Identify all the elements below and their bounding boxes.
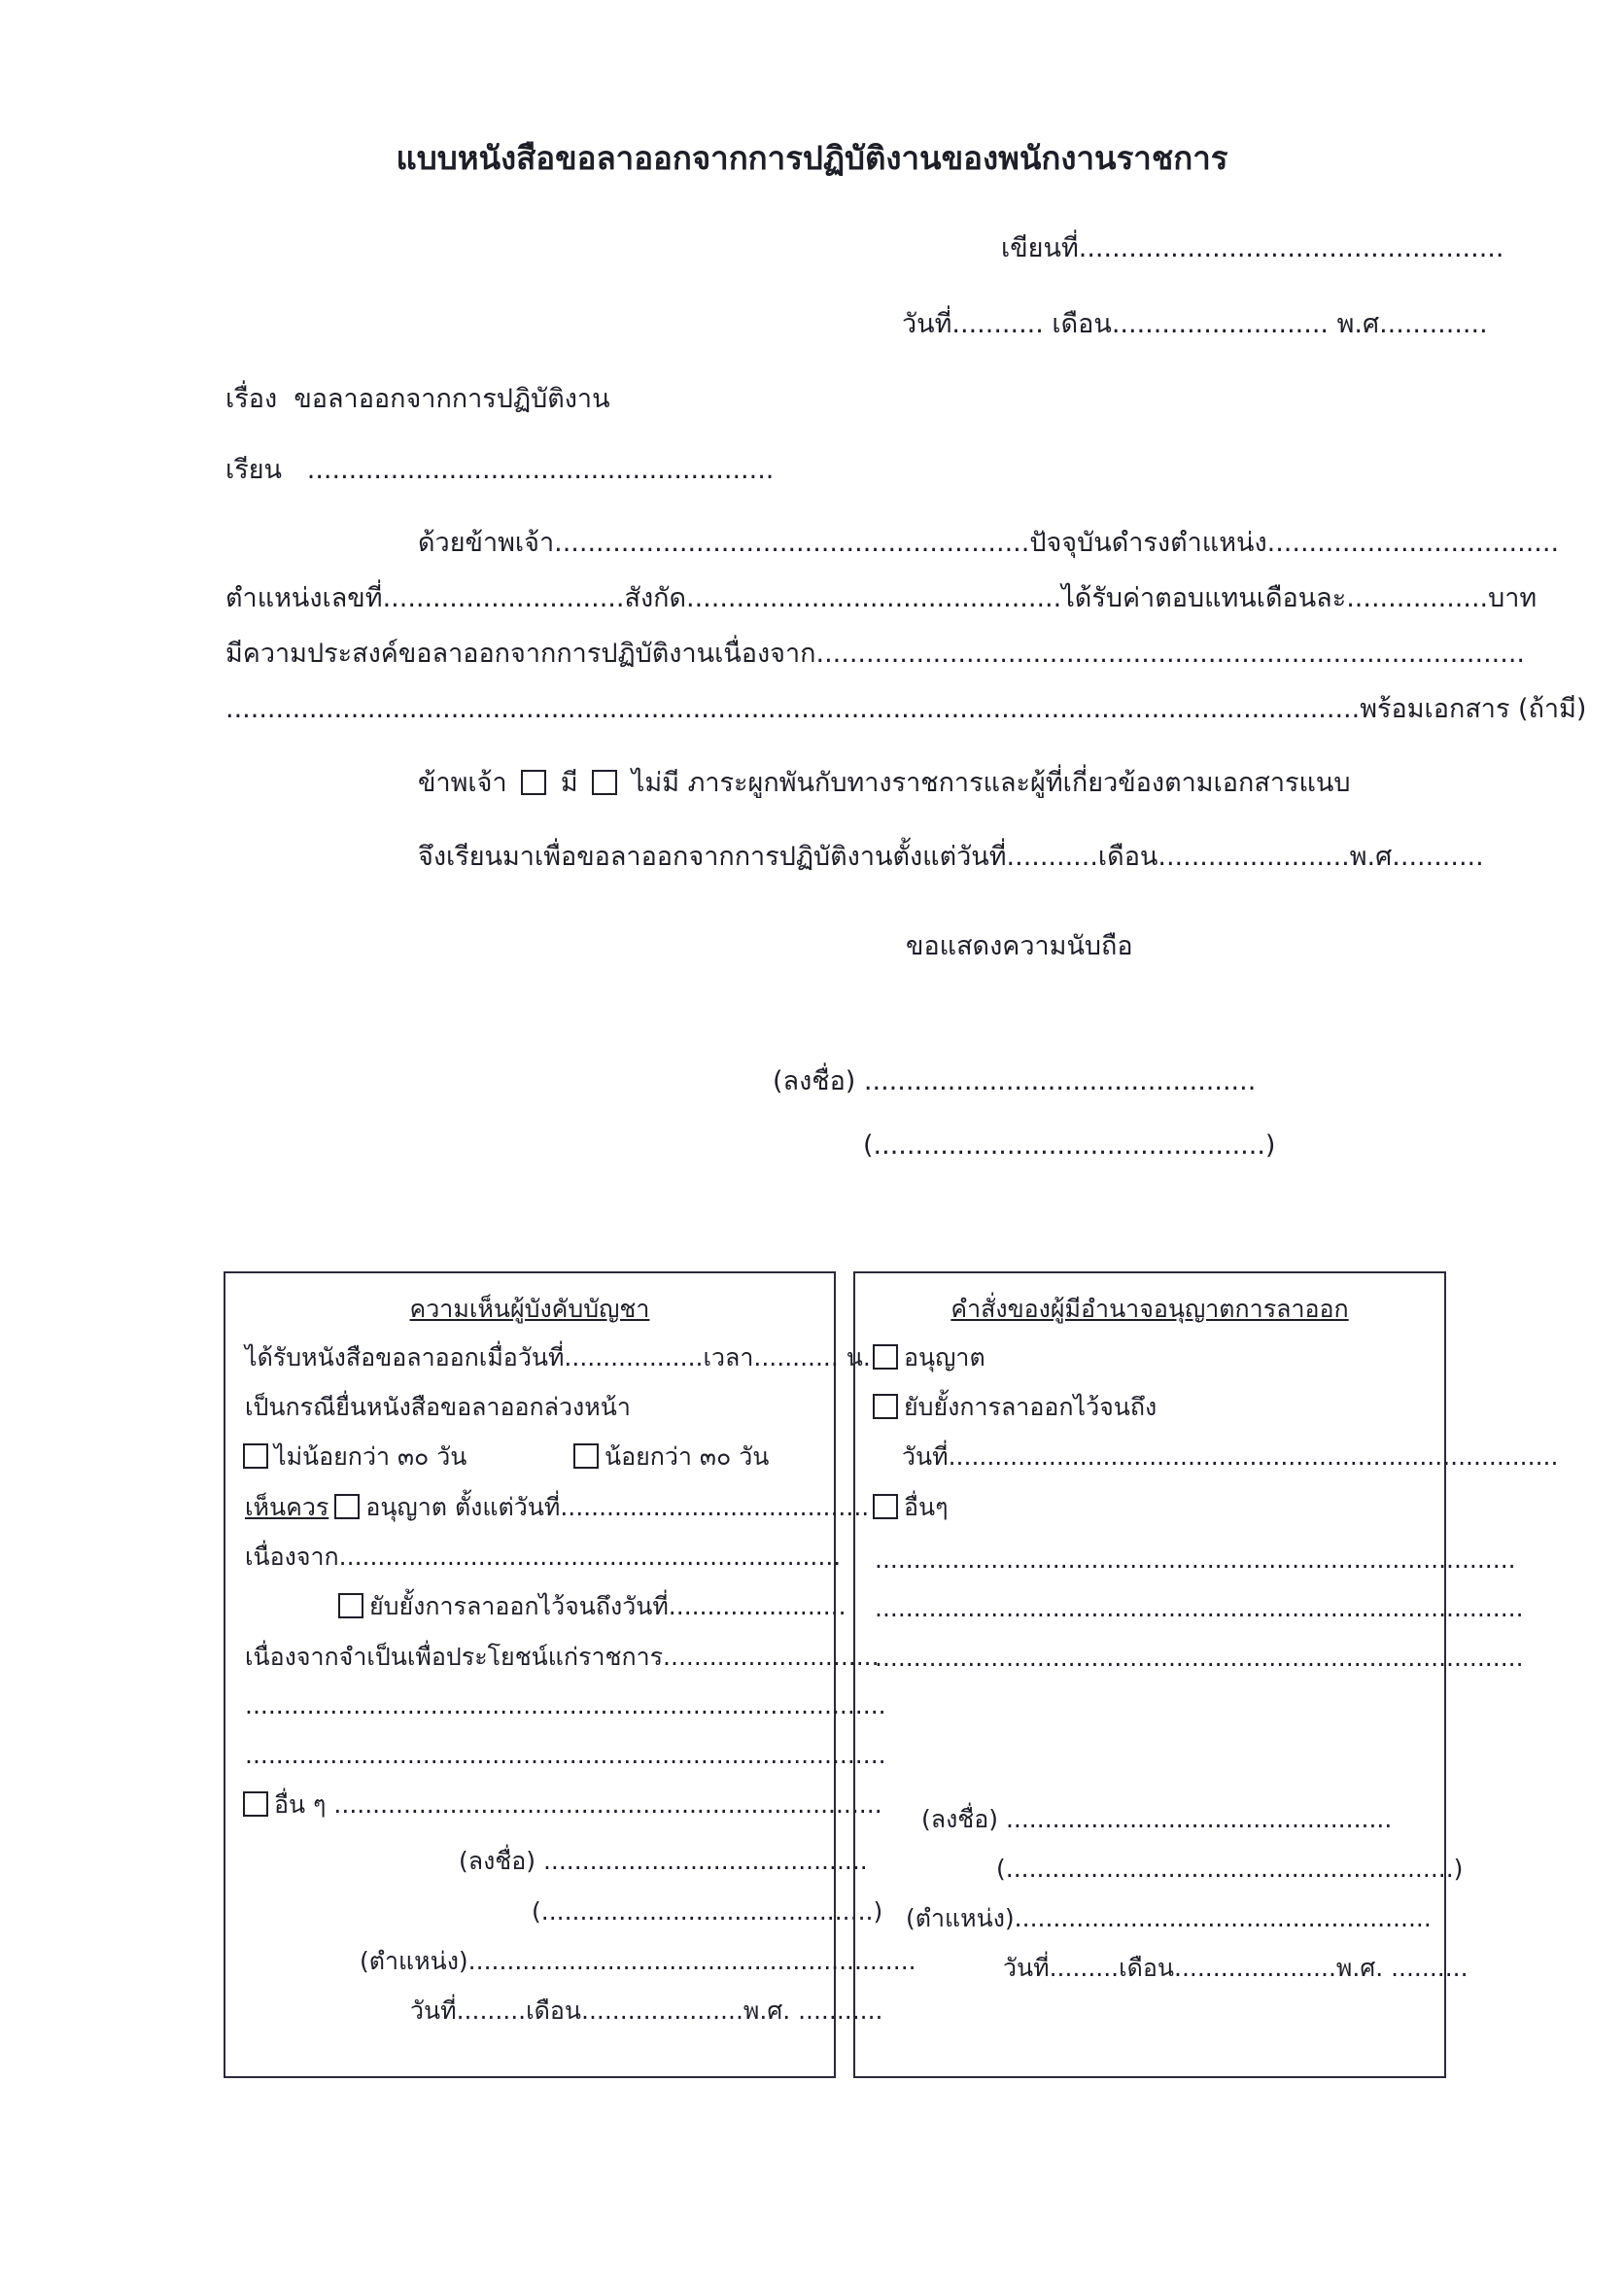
subject-label: เรื่อง: [225, 384, 278, 414]
postpone-line: [332, 1592, 847, 1621]
no-obligation-checkbox[interactable]: [592, 770, 617, 795]
authority-approve-checkbox[interactable]: [873, 1344, 898, 1370]
body-line-4[interactable]: ........................................................................................................................................พร้อมเอกสาร (ถ้ามี): [225, 694, 1587, 724]
authority-postpone-checkbox[interactable]: [873, 1394, 898, 1419]
because-field[interactable]: เนื่องจาก.................................................................: [245, 1543, 842, 1571]
applicant-signature-line[interactable]: (ลงชื่อ) ...............................................: [773, 1066, 1257, 1096]
obligation-line: [418, 768, 1351, 799]
to-line: [225, 455, 774, 486]
reason-dots-2[interactable]: ...................................................................................: [245, 1741, 886, 1769]
to-field[interactable]: ........................................................: [306, 455, 775, 485]
other-line: [237, 1790, 882, 1820]
not-less-30-checkbox[interactable]: [243, 1443, 268, 1469]
to-label: เรียน: [225, 455, 283, 485]
have-obligation-label: มี: [560, 768, 578, 798]
notice-period-options: [237, 1442, 466, 1472]
authority-postpone-option: [867, 1393, 1157, 1422]
body-line-3[interactable]: มีความประสงค์ขอลาออกจากการปฏิบัติงานเนื่องจาก.....................................................................................: [225, 639, 1526, 669]
document-title: แบบหนังสือขอลาออกจากการปฏิบัติงานของพนักงานราชการ: [396, 139, 1228, 177]
subject-line: [225, 384, 610, 415]
advance-notice-text: เป็นกรณียื่นหนังสือขอลาออกล่วงหน้า: [245, 1393, 631, 1421]
authority-signature-line[interactable]: (ลงชื่อ) ..................................................: [921, 1805, 1393, 1833]
approve-checkbox[interactable]: [334, 1494, 360, 1519]
obligation-prefix: ข้าพเจ้า: [418, 768, 507, 798]
authority-box-heading: คำสั่งของผู้มีอำนาจอนุญาตการลาออก: [950, 1295, 1349, 1323]
date-field[interactable]: วันที่........... เดือน.......................... พ.ศ.............: [902, 309, 1488, 339]
authority-dots-1[interactable]: ...................................................................................: [875, 1545, 1516, 1574]
supervisor-signature-line[interactable]: (ลงชื่อ) ..........................................: [459, 1847, 868, 1875]
authority-other-checkbox[interactable]: [873, 1494, 898, 1519]
authority-until-date-field[interactable]: วันที่...............................................................................: [902, 1442, 1559, 1471]
less-30-label: น้อยกว่า ๓๐ วัน: [605, 1442, 770, 1471]
supervisor-box-heading: ความเห็นผู้บังคับบัญชา: [409, 1295, 650, 1323]
body-line-2[interactable]: ตำแหน่งเลขที่.............................สังกัด.............................................ได้รับค่าตอบแทนเดือนละ.................บาท: [225, 583, 1538, 613]
not-less-30-label: ไม่น้อยกว่า ๓๐ วัน: [274, 1442, 467, 1471]
written-at-field[interactable]: เขียนที่...................................................: [1001, 233, 1504, 263]
opinion-label: เห็นควร: [245, 1493, 329, 1521]
opinion-approve-line: [245, 1493, 869, 1522]
authority-dots-3[interactable]: ....................................................................................: [875, 1644, 1524, 1672]
other-checkbox[interactable]: [243, 1791, 268, 1817]
authority-name-line[interactable]: (..........................................................): [996, 1855, 1464, 1883]
received-date-field[interactable]: ได้รับหนังสือขอลาออกเมื่อวันที่..................เวลา........... น.: [245, 1343, 871, 1371]
less-30-option: [568, 1442, 769, 1472]
respect-closing: ขอแสดงความนับถือ: [906, 931, 1133, 961]
reason-dots-1[interactable]: ...................................................................................: [245, 1691, 886, 1719]
applicant-name-line[interactable]: (...............................................): [863, 1130, 1276, 1161]
postpone-until-field[interactable]: ยับยั้งการลาออกไว้จนถึงวันที่.......................: [369, 1592, 847, 1620]
authority-order-box: [853, 1271, 1559, 2078]
no-obligation-label: ไม่มี ภาระผูกพันกับทางราชการและผู้ที่เกี่ยวข้องตามเอกสารแนบ: [631, 768, 1351, 798]
authority-date-line[interactable]: วันที่.........เดือน.....................พ.ศ. ..........: [1003, 1954, 1469, 1982]
authority-position-line[interactable]: (ตำแหน่ง)......................................................: [906, 1904, 1432, 1932]
supervisor-name-line[interactable]: (...........................................): [532, 1897, 883, 1926]
supervisor-date-line[interactable]: วันที่.........เดือน.....................พ.ศ. ...........: [410, 1996, 883, 2025]
subject-text: ขอลาออกจากการปฏิบัติงาน: [294, 384, 610, 414]
have-obligation-checkbox[interactable]: [521, 770, 546, 795]
postpone-checkbox[interactable]: [338, 1593, 363, 1618]
other-field[interactable]: อื่น ๆ .......................................................................: [274, 1790, 882, 1819]
supervisor-position-line[interactable]: (ตำแหน่ง)..........................................................: [360, 1947, 916, 1975]
authority-dots-2[interactable]: ....................................................................................: [875, 1594, 1524, 1622]
request-line[interactable]: จึงเรียนมาเพื่อขอลาออกจากการปฏิบัติงานตั้งแต่วันที่...........เดือน.......................พ.ศ...........: [418, 842, 1484, 872]
necessity-field[interactable]: เนื่องจากจำเป็นเพื่อประโยชน์แก่ราชการ............................: [245, 1643, 880, 1671]
authority-other-label: อื่นๆ: [904, 1493, 949, 1521]
approve-from-field[interactable]: อนุญาต ตั้งแต่วันที่........................................: [365, 1493, 870, 1521]
authority-approve-option: [867, 1343, 985, 1372]
supervisor-opinion-box: [224, 1271, 916, 2078]
body-line-1[interactable]: ด้วยข้าพเจ้า.........................................................ปัจจุบันดำรงตำแหน่ง...................................: [418, 528, 1560, 558]
authority-approve-label: อนุญาต: [904, 1343, 985, 1371]
less-30-checkbox[interactable]: [573, 1443, 599, 1469]
authority-other-option: [867, 1493, 949, 1522]
authority-postpone-label: ยับยั้งการลาออกไว้จนถึง: [904, 1393, 1158, 1421]
